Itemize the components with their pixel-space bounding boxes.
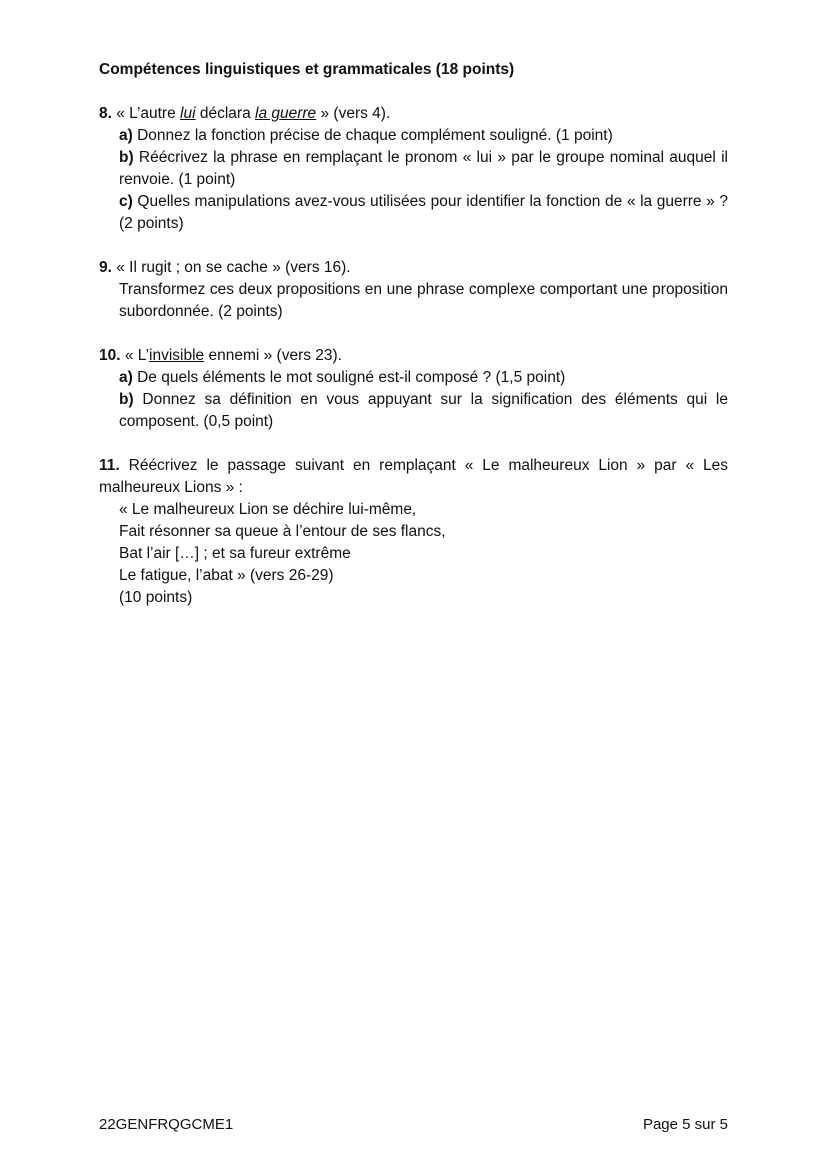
question-8-heading [99, 103, 728, 125]
sub-label: b) [119, 149, 134, 166]
question-11-heading [99, 455, 728, 499]
sub-label: a) [119, 369, 133, 386]
question-10-heading [99, 345, 728, 367]
passage-line: Fait résonner sa queue à l’entour de ses flancs, [119, 523, 446, 540]
quote-open: « L’ [124, 347, 150, 364]
question-8-body [99, 125, 728, 235]
question-8 [99, 103, 728, 235]
sub-label: b) [119, 391, 134, 408]
question-10 [99, 345, 728, 433]
sub-text: Réécrivez la phrase en remplaçant le pronom « lui » par le groupe nominal auquel il renvoie. (1 point) [119, 149, 728, 188]
quote-open: « L’autre [116, 105, 181, 122]
sub-text: Quelles manipulations avez-vous utilisées pour identifier la fonction de « la guerre » ? (2 points) [119, 193, 728, 232]
question-9-instruction: Transformez ces deux propositions en une phrase complexe comportant une proposition subordonnée. (2 points) [119, 281, 728, 320]
sub-text: De quels éléments le mot souligné est-il composé ? (1,5 point) [137, 369, 566, 386]
question-8c [119, 191, 728, 235]
question-8b [119, 147, 728, 191]
quote-close: ennemi » (vers 23). [204, 347, 342, 364]
sub-text: Donnez la fonction précise de chaque complément souligné. (1 point) [137, 127, 613, 144]
document-code: 22GENFRQGCME1 [99, 1116, 234, 1133]
question-9 [99, 257, 728, 323]
passage-line: Bat l’air […] ; et sa fureur extrême [119, 545, 351, 562]
quote-close: » (vers 4). [316, 105, 391, 122]
question-number: 10. [99, 347, 121, 364]
quote-middle: déclara [195, 105, 255, 122]
section-title: Compétences linguistiques et grammaticales (18 points) [99, 61, 515, 78]
question-9-body [99, 279, 728, 323]
question-number: 11. [99, 457, 120, 474]
question-number: 8. [99, 105, 112, 122]
underlined-complement-2: la guerre [255, 105, 317, 122]
exam-content [99, 59, 728, 631]
underlined-complement-1: lui [180, 105, 196, 122]
sub-label: a) [119, 127, 133, 144]
sub-text: Donnez sa définition en vous appuyant sur la signification des éléments qui le composent. (0,5 point) [119, 391, 728, 430]
question-8a [119, 125, 728, 147]
quote-text: « Il rugit ; on se cache » (vers 16). [116, 259, 351, 276]
sub-label: c) [119, 193, 133, 210]
question-10-body [99, 367, 728, 433]
question-10b [119, 389, 728, 433]
passage-line: Le fatigue, l’abat » (vers 26-29) [119, 567, 334, 584]
passage-line: « Le malheureux Lion se déchire lui-même, [119, 501, 417, 518]
page-number: Page 5 sur 5 [642, 1116, 728, 1133]
question-10a [119, 367, 728, 389]
underlined-word: invisible [149, 347, 205, 364]
page-footer [99, 1114, 728, 1136]
question-11-passage [99, 499, 728, 609]
question-11-instruction: Réécrivez le passage suivant en remplaçant « Le malheureux Lion » par « Les malheureux Lions » : [99, 457, 728, 496]
points-note: (10 points) [119, 589, 193, 606]
question-number: 9. [99, 259, 112, 276]
question-11 [99, 455, 728, 609]
question-9-heading [99, 257, 728, 279]
